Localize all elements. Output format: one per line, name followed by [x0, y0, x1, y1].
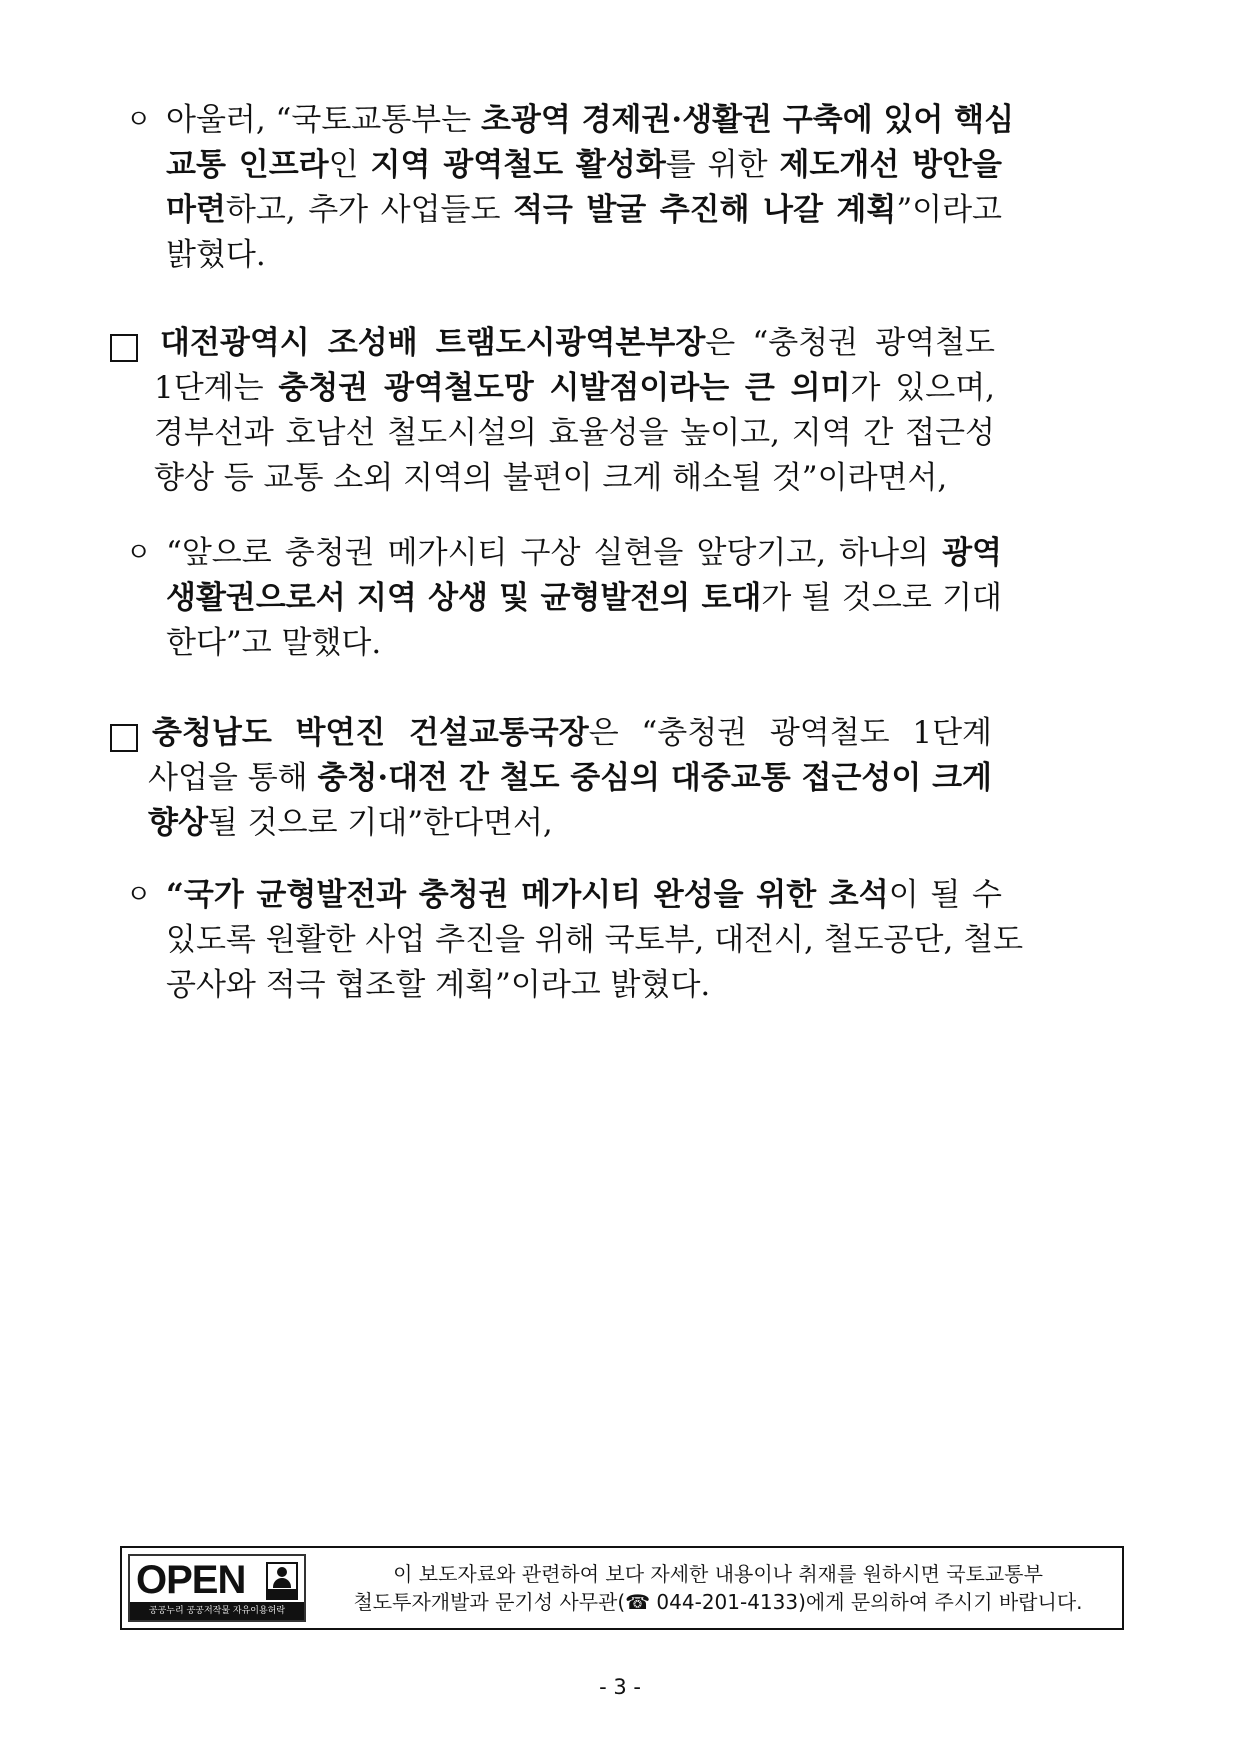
paragraph-line: [166, 873, 1002, 917]
kogl-open-logo: [128, 1554, 306, 1622]
square-bullet: [110, 334, 138, 362]
page-number: - 3 -: [599, 1675, 641, 1699]
paragraph-line: [154, 411, 995, 455]
body-text: 있도록 원활한 사업 추진을 위해 국토부, 대전시, 철도공단, 철도: [166, 922, 1024, 958]
body-text: 하고, 추가 사업들도: [225, 192, 513, 228]
emphasis-text: 제도개선 방안을: [779, 147, 1002, 183]
emphasis-text: 충청권 광역철도망 시발점이라는 큰 의미: [278, 370, 851, 406]
body-text: 사업을 통해: [148, 760, 318, 796]
body-text: 인: [328, 147, 371, 183]
body-text: “앞으로 충청권 메가시티 구상 실현을 앞당기고, 하나의: [166, 535, 943, 571]
body-text: 될 것으로 기대”한다면서,: [207, 805, 553, 841]
body-text: 1단계는: [154, 370, 279, 406]
emphasis-text: 향상: [148, 805, 208, 841]
emphasis-text: 마련: [166, 192, 226, 228]
square-bullet: [110, 724, 138, 752]
body-text: 가 있으며,: [850, 370, 995, 406]
paragraph-line: [166, 621, 381, 665]
body-text: 은 “충청권 광역철도 1단계: [588, 715, 993, 751]
paragraph-line: [148, 756, 992, 800]
emphasis-text: 교통 인프라: [166, 147, 329, 183]
paragraph-line: [166, 98, 1015, 142]
paragraph-line: [166, 576, 1002, 620]
body-text: 가 될 것으로 기대: [761, 580, 1002, 616]
paragraph-line: [154, 366, 995, 410]
contact-line-2: 철도투자개발과 문기성 사무관(☎ 044-201-4133)에게 문의하여 주시기 바랍니다.: [353, 1590, 1083, 1614]
body-text: 한다”고 말했다.: [166, 625, 382, 661]
emphasis-text: 충청남도 박연진 건설교통국장: [152, 715, 589, 751]
circle-bullet: ㅇ: [126, 538, 152, 568]
body-text: 아울러, “국토교통부는: [166, 102, 481, 138]
body-text: 를 위한: [665, 147, 780, 183]
open-logo-caption: 공공누리 공공저작물 자유이용허락: [130, 1602, 304, 1620]
emphasis-text: 생활권으로서 지역 상생 및 균형발전의 토대: [166, 580, 762, 616]
circle-bullet: ㅇ: [126, 880, 152, 910]
body-text: 향상 등 교통 소외 지역의 불편이 크게 해소될 것”이라면서,: [154, 460, 948, 496]
paragraph-line: [166, 963, 710, 1007]
paragraph-line: [166, 233, 266, 277]
emphasis-text: 초광역 경제권·생활권 구축에 있어 핵심: [480, 102, 1015, 138]
paragraph-line: [148, 801, 553, 845]
body-text: 밝혔다.: [166, 237, 266, 273]
contact-line-1: 이 보도자료와 관련하여 보다 자세한 내용이나 취재를 원하시면 국토교통부: [393, 1562, 1043, 1586]
contact-box: [120, 1546, 1124, 1630]
emphasis-text: 대전광역시 조성배 트램도시광역본부장: [160, 325, 706, 361]
paragraph-line: [154, 456, 948, 500]
body-text: 경부선과 호남선 철도시설의 효율성을 높이고, 지역 간 접근성: [154, 415, 995, 451]
paragraph-line: [166, 918, 1024, 962]
paragraph-line: [166, 531, 1002, 575]
emphasis-text: 광역: [942, 535, 1002, 571]
emphasis-text: 충청·대전 간 철도 중심의 대중교통 접근성이 크게: [317, 760, 992, 796]
paragraph-line: [166, 188, 1002, 232]
body-text: 이 될 수: [888, 877, 1002, 913]
circle-bullet: ㅇ: [126, 105, 152, 135]
paragraph-line: [152, 711, 992, 755]
body-text: 은 “충청권 광역철도: [705, 325, 996, 361]
emphasis-text: 적극 발굴 추진해 나갈 계획: [512, 192, 897, 228]
attribution-person-icon: [266, 1562, 298, 1600]
emphasis-text: “국가 균형발전과 충청권 메가시티 완성을 위한 초석: [166, 877, 889, 913]
paragraph-line: [166, 143, 1002, 187]
body-text: 공사와 적극 협조할 계획”이라고 밝혔다.: [166, 967, 711, 1003]
body-text: ”이라고: [896, 192, 1002, 228]
open-logo-text: OPEN: [136, 1558, 246, 1602]
emphasis-text: 지역 광역철도 활성화: [370, 147, 666, 183]
paragraph-line: [160, 321, 995, 365]
